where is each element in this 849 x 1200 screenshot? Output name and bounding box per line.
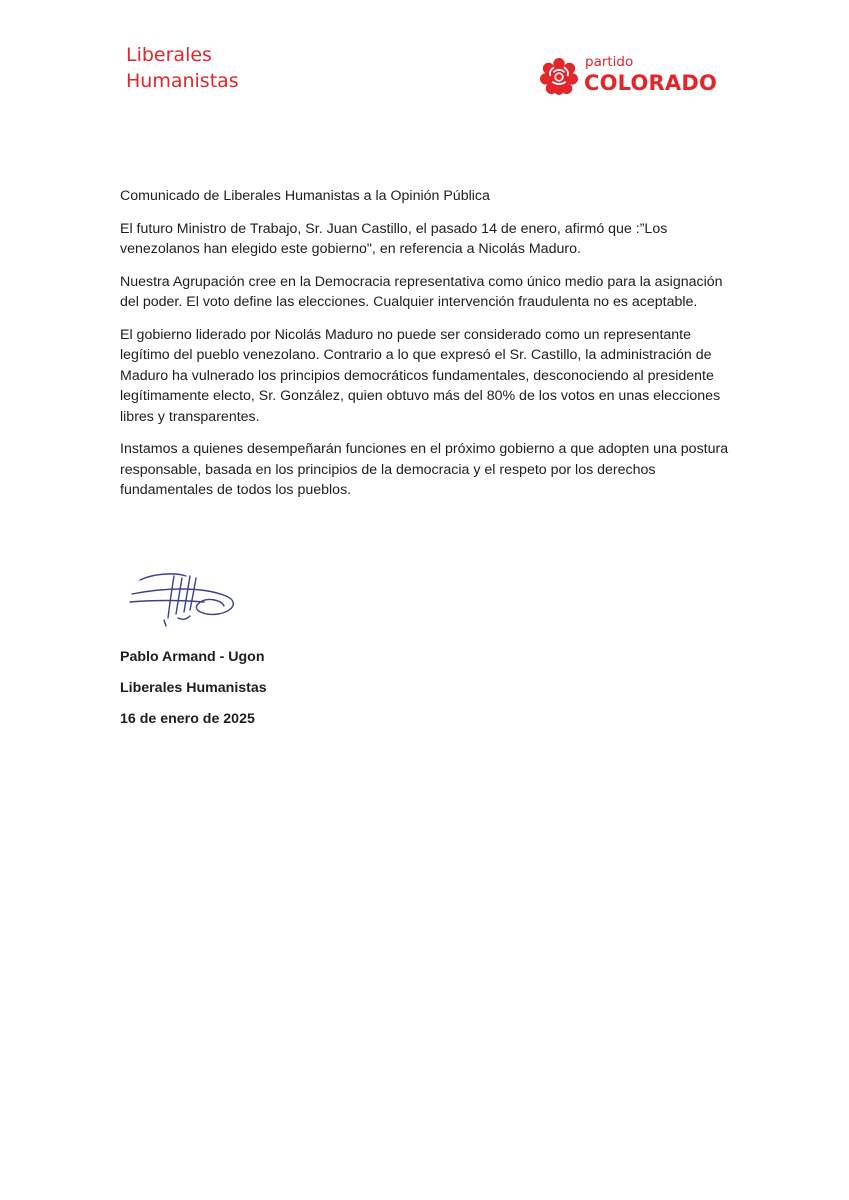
letter-paragraph: Nuestra Agrupación cree en la Democracia representativa como único medio para la asignación del poder. El voto define las elecciones. Cualquier intervención fraudulenta no es aceptable. [120,273,723,310]
party-logo [540,54,725,100]
organization-name-line1: Liberales [126,44,212,66]
handwritten-signature [122,566,250,634]
signature-block [120,647,267,740]
party-logo-name: COLORADO [584,71,718,95]
party-logo-small-text: partido [585,54,634,70]
signer-organization: Liberales Humanistas [120,680,267,696]
letter-subject: Comunicado de Liberales Humanistas a la Opinión Pública [120,188,490,204]
organization-name [126,42,239,94]
letter-body [120,186,732,513]
signer-name: Pablo Armand - Ugon [120,649,265,665]
rose-emblem-icon [540,58,578,96]
organization-name-line2: Humanistas [126,70,239,92]
letter-date: 16 de enero de 2025 [120,711,255,727]
letter-paragraph: Instamos a quienes desempeñarán funciones en el próximo gobierno a que adopten una postura responsable, basada en los principios de la democracia y el respeto por los derechos fundamentales de todos los pueblos. [120,441,729,498]
letter-paragraph: El futuro Ministro de Trabajo, Sr. Juan Castillo, el pasado 14 de enero, afirmó que :”Los venezolanos han elegido este gobierno", en referencia a Nicolás Maduro. [120,220,668,257]
letter-paragraph: El gobierno liderado por Nicolás Maduro no puede ser considerado como un representante legítimo del pueblo venezolano. Contrario a lo que expresó el Sr. Castillo, la administración de Maduro ha vulnerado los principios democráticos fundamentales, desconociendo al presidente legítimamente electo, Sr. González, quien obtuvo más del 80% de los votos en unas elecciones libres y transparentes. [120,326,721,425]
